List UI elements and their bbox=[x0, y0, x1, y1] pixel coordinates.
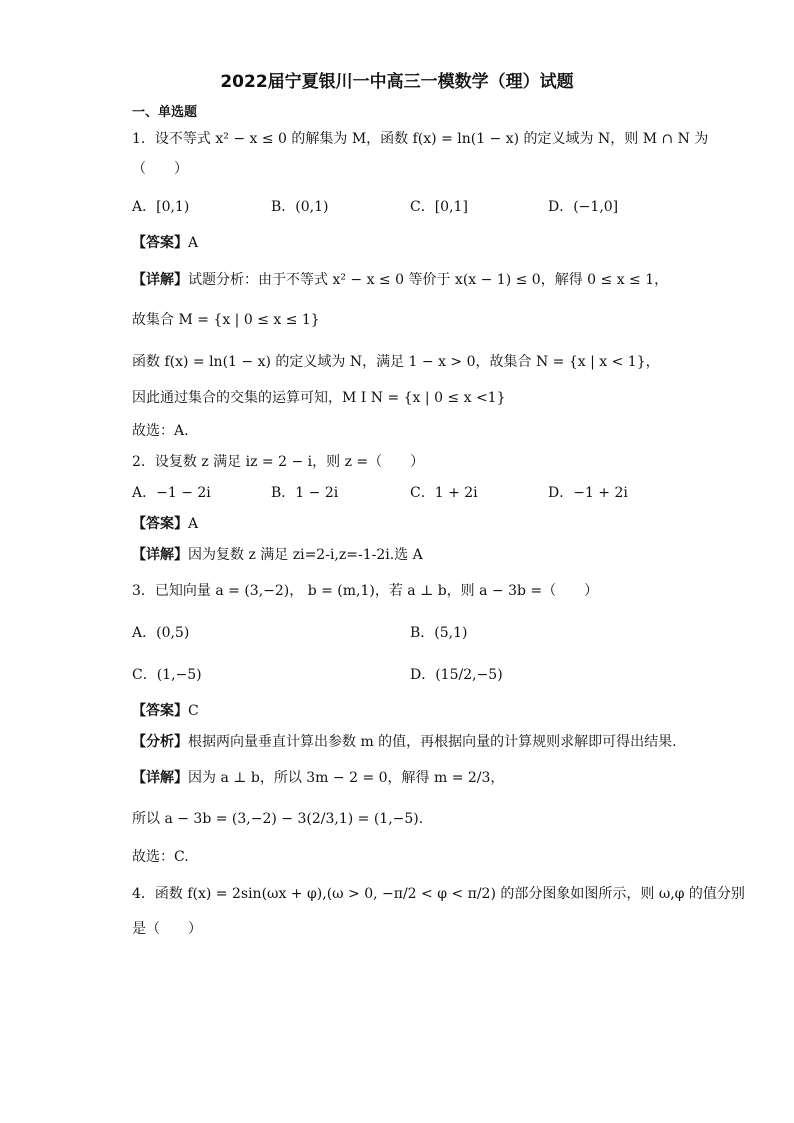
q2-option-c: C．1 + 2i bbox=[410, 485, 478, 501]
answer-value: A bbox=[188, 235, 199, 251]
detail-tag: 【详解】 bbox=[132, 272, 188, 288]
question-4-stem: 4．函数 f(x) = 2sin(ωx + φ),(ω > 0, −π/2 < φ < π/2) 的部分图象如图所示，则 ω,φ 的值分别 bbox=[132, 886, 745, 902]
q1-option-c: C．[0,1] bbox=[410, 199, 468, 215]
q3-option-b: B．(5,1) bbox=[410, 625, 468, 641]
detail-tag: 【详解】 bbox=[132, 547, 188, 563]
q1-detail-line-1 bbox=[132, 271, 668, 289]
analysis-tag: 【分析】 bbox=[132, 734, 188, 750]
answer-tag: 【答案】 bbox=[132, 703, 188, 719]
question-4-stem-cont: 是（ ） bbox=[132, 921, 202, 937]
q1-option-b: B．(0,1) bbox=[271, 199, 329, 215]
q1-detail-line-3: 函数 f(x) = ln(1 − x) 的定义域为 N，满足 1 − x > 0，故集合 N = {x | x < 1}， bbox=[132, 354, 660, 370]
question-2-stem: 2．设复数 z 满足 iz = 2 − i，则 z =（ ） bbox=[132, 454, 425, 470]
q3-option-c: C．(1,−5) bbox=[132, 667, 202, 683]
q1-option-a: A．[0,1) bbox=[132, 199, 190, 215]
q2-option-a: A．−1 − 2i bbox=[132, 485, 211, 501]
question-3-stem: 3．已知向量 a = (3,−2)， b = (m,1)，若 a ⊥ b，则 a − 3b =（ ） bbox=[132, 583, 599, 599]
answer-value: C bbox=[188, 703, 199, 719]
q2-answer bbox=[132, 515, 198, 533]
q3-detail-line-1 bbox=[132, 769, 504, 787]
detail-text: 因为 a ⊥ b，所以 3m − 2 = 0，解得 m = 2/3， bbox=[188, 770, 505, 786]
q1-detail-line-5: 故选：A. bbox=[132, 423, 189, 439]
question-1-paren: （ ） bbox=[132, 161, 188, 177]
q2-detail bbox=[132, 546, 423, 564]
detail-text: 试题分析：由于不等式 x² − x ≤ 0 等价于 x(x − 1) ≤ 0，解得 0 ≤ x ≤ 1， bbox=[188, 272, 669, 288]
q1-detail-line-2: 故集合 M = {x | 0 ≤ x ≤ 1} bbox=[132, 312, 320, 328]
q1-detail-line-4: 因此通过集合的交集的运算可知，M I N = {x | 0 ≤ x <1} bbox=[132, 390, 506, 406]
answer-tag: 【答案】 bbox=[132, 516, 188, 532]
question-1-stem: 1．设不等式 x² − x ≤ 0 的解集为 M，函数 f(x) = ln(1 − x) 的定义域为 N，则 M ∩ N 为 bbox=[132, 131, 709, 147]
section-heading: 一、单选题 bbox=[132, 105, 198, 120]
q3-detail-line-2: 所以 a − 3b = (3,−2) − 3(2/3,1) = (1,−5)． bbox=[132, 811, 433, 827]
detail-text: 因为复数 z 满足 zi=2-i,z=-1-2i.选 A bbox=[188, 547, 423, 563]
q3-analysis bbox=[132, 733, 677, 751]
q1-option-d: D．(−1,0] bbox=[548, 199, 619, 215]
q3-option-a: A．(0,5) bbox=[132, 625, 190, 641]
analysis-text: 根据两向量垂直计算出参数 m 的值，再根据向量的计算规则求解即可得出结果. bbox=[188, 734, 677, 750]
q3-answer bbox=[132, 702, 199, 720]
answer-value: A bbox=[188, 516, 199, 532]
answer-tag: 【答案】 bbox=[132, 235, 188, 251]
q2-option-b: B．1 − 2i bbox=[271, 485, 339, 501]
detail-tag: 【详解】 bbox=[132, 770, 188, 786]
q3-option-d: D．(15/2,−5) bbox=[410, 667, 503, 683]
q3-detail-line-3: 故选：C. bbox=[132, 849, 189, 865]
q2-option-d: D．−1 + 2i bbox=[548, 485, 628, 501]
q1-answer bbox=[132, 234, 198, 252]
page-title: 2022届宁夏银川一中高三一模数学（理）试题 bbox=[220, 72, 574, 92]
